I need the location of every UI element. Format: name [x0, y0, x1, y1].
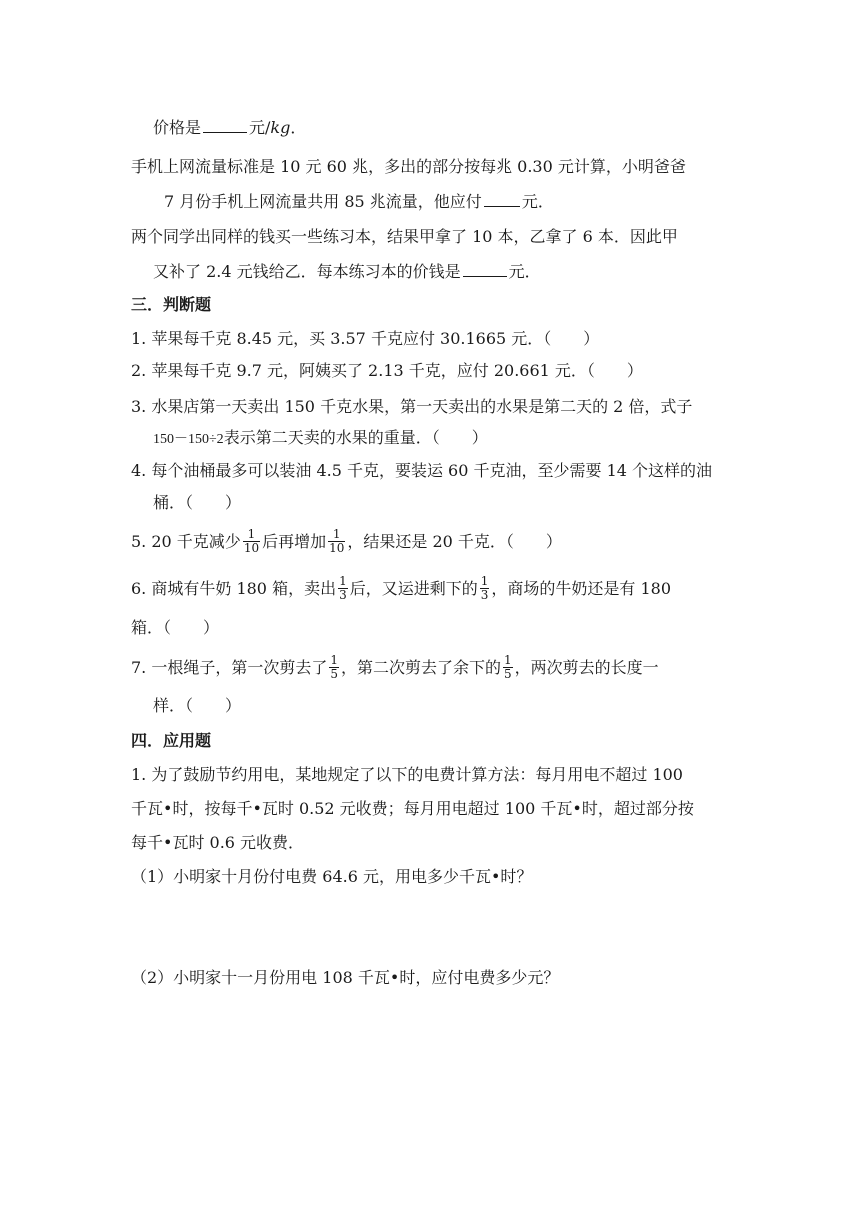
fill-q8-text: 两个同学出同样的钱买一些练习本，结果甲拿了 10 本，乙拿了 6 本．因此甲	[131, 227, 678, 246]
denominator: 10	[329, 541, 345, 555]
app-q1-sub2: （2）小明家十一月份用电 108 千瓦•时，应付电费多少元？	[131, 968, 560, 987]
app-q1-sub1: （1）小明家十月份付电费 64.6 元，用电多少千瓦•时？	[131, 867, 533, 886]
fill-q7-line2	[164, 190, 554, 213]
unit-kg: kg	[270, 118, 291, 137]
continuation-text: 价格是	[153, 118, 202, 137]
answer-blank[interactable]	[463, 260, 507, 277]
app-q1-line2: 千瓦•时，按每千•瓦时 0.52 元收费；每月用电超过 100 千瓦•时，超过部分按	[131, 799, 694, 818]
fraction-one-tenth	[243, 528, 260, 555]
section3-heading: 三．判断题	[131, 295, 212, 314]
judge-q7-line2: 样．（ ）	[153, 696, 242, 715]
numerator: 1	[504, 653, 512, 667]
fraction-one-tenth	[328, 528, 345, 555]
denominator: 10	[243, 541, 260, 555]
judge-q5-text-b: 后再增加	[262, 532, 327, 551]
judge-q7-line1	[131, 655, 659, 682]
judge-q3-line2	[153, 427, 488, 451]
answer-blank[interactable]	[484, 190, 520, 207]
fill-q8-line2	[153, 260, 541, 283]
judge-q2: 2. 苹果每千克 9.7 元，阿姨买了 2.13 千克，应付 20.661 元．（ ）	[131, 361, 643, 380]
answer-blank[interactable]	[203, 116, 247, 133]
denominator: 3	[480, 588, 489, 602]
judge-q1: 1. 苹果每千克 8.45 元，买 3.57 千克应付 30.1665 元．（ ）	[131, 329, 600, 348]
denominator: 3	[339, 588, 347, 602]
fraction-one-fifth	[503, 654, 513, 681]
judge-q4-line2: 桶．（ ）	[153, 493, 242, 512]
numerator: 1	[330, 653, 338, 667]
judge-q5-text-c: ，结果还是 20 千克．（ ）	[347, 532, 562, 551]
judge-q3-text: 表示第二天卖的水果的重量．（ ）	[223, 428, 488, 447]
numerator: 1	[480, 574, 489, 588]
numerator: 1	[339, 574, 347, 588]
fill-q7-unit: 元．	[521, 192, 554, 211]
fill-q7-line1	[131, 156, 686, 178]
section4-heading: 四．应用题	[131, 731, 212, 750]
numerator: 1	[243, 528, 260, 542]
fill-q7-text2: 7 月份手机上网流量共用 85 兆流量，他应付	[164, 192, 482, 211]
fill-q8-unit: 元．	[508, 262, 541, 281]
judge-q5-text-a: 5. 20 千克减少	[131, 532, 241, 551]
fraction-one-third	[338, 575, 348, 602]
app-q1-line3: 每千•瓦时 0.6 元收费．	[131, 833, 305, 852]
continuation-line	[153, 116, 306, 139]
judge-q6-line1	[131, 576, 671, 603]
judge-q6-text-b: 后，又运进剩下的	[349, 579, 478, 598]
denominator: 5	[330, 667, 338, 681]
judge-q6-line2: 箱．（ ）	[131, 618, 220, 637]
math-expression: 150－150÷2	[153, 432, 224, 447]
fill-q8-text2: 又补了 2.4 元钱给乙．每本练习本的价钱是	[153, 262, 461, 281]
judge-q3-line1: 3. 水果店第一天卖出 150 千克水果，第一天卖出的水果是第二天的 2 倍，式子	[131, 397, 693, 416]
judge-q7-text-a: 7. 一根绳子，第一次剪去了	[131, 658, 328, 677]
judge-q5	[131, 529, 562, 556]
fraction-one-fifth	[329, 654, 339, 681]
fill-q8-line1	[131, 226, 678, 248]
judge-q6-text-c: ，商场的牛奶还是有 180	[491, 579, 672, 598]
denominator: 5	[504, 667, 512, 681]
continuation-unit-prefix: 元/	[249, 118, 271, 137]
fill-q7-text: 手机上网流量标准是 10 元 60 兆，多出的部分按每兆 0.30 元计算，小明爸爸	[131, 157, 686, 176]
judge-q6-text-a: 6. 商城有牛奶 180 箱，卖出	[131, 579, 337, 598]
judge-q4-line1: 4. 每个油桶最多可以装油 4.5 千克，要装运 60 千克油，至少需要 14 个这样的油	[131, 461, 713, 480]
continuation-end: ．	[290, 118, 307, 137]
judge-q7-text-b: ，第二次剪去了余下的	[341, 658, 502, 677]
judge-q7-text-c: ，两次剪去的长度一	[514, 658, 659, 677]
app-q1-line1: 1. 为了鼓励节约用电，某地规定了以下的电费计算方法：每月用电不超过 100	[131, 765, 683, 784]
fraction-one-third	[480, 575, 490, 602]
numerator: 1	[328, 528, 345, 542]
